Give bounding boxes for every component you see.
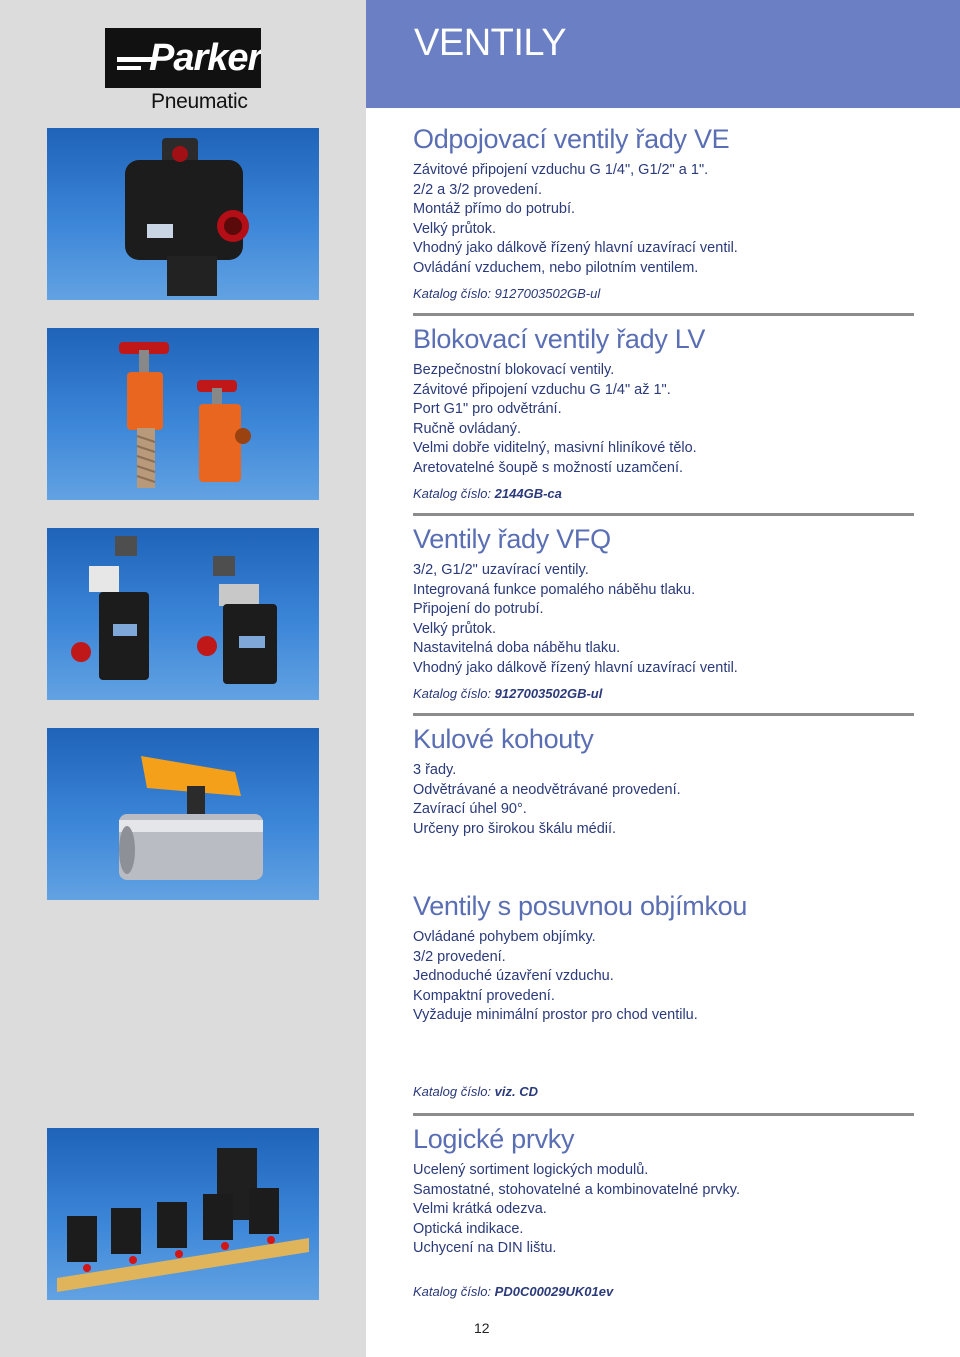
page-title: VENTILY <box>414 22 567 64</box>
section-line: Montáž přímo do potrubí. <box>413 201 575 217</box>
section-line: Závitové připojení vzduchu G 1/4" až 1". <box>413 381 671 398</box>
section-vfq-valves <box>413 523 933 701</box>
section-line: Integrovaná funkce pomalého náběhu tlaku. <box>413 581 696 598</box>
photo-vfq-valves <box>47 528 319 700</box>
section-title: Ventily s posuvnou objímkou <box>413 891 748 921</box>
section-line: 3/2, G1/2" uzavírací ventily. <box>413 562 589 578</box>
page-number: 12 <box>474 1320 490 1336</box>
section-line: Aretovatelné šoupě s možností uzamčení. <box>413 459 684 476</box>
section-divider <box>413 313 914 316</box>
section-line: Ucelený sortiment logických modulů. <box>413 1162 649 1178</box>
section-title: Ventily řady VFQ <box>413 524 611 554</box>
section-line: Samostatné, stohovatelné a kombinovatelné prvky. <box>413 1181 740 1198</box>
catalog-number <box>413 486 933 501</box>
section-line: Jednoduché úzavření vzduchu. <box>413 968 614 984</box>
photo-logic-modules <box>47 1128 319 1300</box>
catalog-value: 9127003502GB-ul <box>494 286 601 301</box>
section-line: 2/2 a 3/2 provedení. <box>413 181 542 198</box>
photo-ve-valve <box>47 128 319 300</box>
brand-name: Parker <box>149 37 261 79</box>
section-line: 3/2 provedení. <box>413 948 506 965</box>
section-divider <box>413 713 914 716</box>
catalog-value: 9127003502GB-ul <box>494 686 603 701</box>
section-line: Vyžaduje minimální prostor pro chod ventilu. <box>413 1007 698 1023</box>
catalog-number <box>413 1284 613 1299</box>
section-title: Kulové kohouty <box>413 724 594 754</box>
section-line: Velký průtok. <box>413 620 497 637</box>
section-line: Port G1" pro odvětrání. <box>413 401 562 417</box>
section-line: Bezpečnostní blokovací ventily. <box>413 362 615 378</box>
catalog-number <box>413 286 933 301</box>
section-ball-valves <box>413 723 933 839</box>
catalog-label: Katalog číslo: <box>413 686 492 701</box>
section-ve-valves <box>413 123 933 301</box>
section-title: Odpojovací ventily řady VE <box>413 124 730 154</box>
catalog-label: Katalog číslo: <box>413 1084 492 1099</box>
section-line: Optická indikace. <box>413 1220 524 1237</box>
section-sliding-sleeve-valves <box>413 890 933 1026</box>
catalog-value: PD0C00029UK01ev <box>494 1284 614 1299</box>
section-line: Ovládání vzduchem, nebo pilotním ventilem. <box>413 259 699 276</box>
section-line: Vhodný jako dálkově řízený hlavní uzavírací ventil. <box>413 659 738 676</box>
catalog-label: Katalog číslo: <box>413 286 492 301</box>
section-line: 3 řady. <box>413 762 457 778</box>
catalog-value: 2144GB-ca <box>494 486 562 501</box>
catalog-number <box>413 1084 538 1099</box>
section-line: Nastavitelná doba náběhu tlaku. <box>413 640 621 656</box>
parker-logo-mark <box>105 28 261 88</box>
section-logic-elements <box>413 1123 933 1259</box>
section-line: Připojení do potrubí. <box>413 601 544 617</box>
section-line: Kompaktní provedení. <box>413 987 555 1004</box>
section-line: Vhodný jako dálkově řízený hlavní uzavírací ventil. <box>413 240 738 256</box>
photo-ball-valve <box>47 728 319 900</box>
section-title: Logické prvky <box>413 1124 575 1154</box>
catalog-number <box>413 686 933 701</box>
section-divider <box>413 513 914 516</box>
section-title: Blokovací ventily řady LV <box>413 324 706 354</box>
section-line: Určeny pro širokou škálu médií. <box>413 820 617 837</box>
section-line: Velmi dobře viditelný, masivní hliníkové tělo. <box>413 440 697 456</box>
brand-division: Pneumatic <box>151 90 248 113</box>
photo-lv-valves <box>47 328 319 500</box>
section-line: Uchycení na DIN lištu. <box>413 1240 557 1256</box>
section-line: Ovládané pohybem objímky. <box>413 929 596 945</box>
catalog-label: Katalog číslo: <box>413 486 492 501</box>
catalog-label: Katalog číslo: <box>413 1284 492 1299</box>
section-line: Ručně ovládaný. <box>413 420 522 437</box>
section-line: Zavírací úhel 90°. <box>413 801 527 817</box>
section-line: Velký průtok. <box>413 220 497 237</box>
header-band <box>366 0 960 108</box>
section-line: Odvětrávané a neodvětrávané provedení. <box>413 781 681 798</box>
section-lv-valves <box>413 323 933 501</box>
parker-pneumatic-logo <box>105 28 261 114</box>
section-line: Závitové připojení vzduchu G 1/4", G1/2" a 1". <box>413 162 709 178</box>
catalog-value: viz. CD <box>494 1084 539 1099</box>
section-divider <box>413 1113 914 1116</box>
section-line: Velmi krátká odezva. <box>413 1201 547 1217</box>
